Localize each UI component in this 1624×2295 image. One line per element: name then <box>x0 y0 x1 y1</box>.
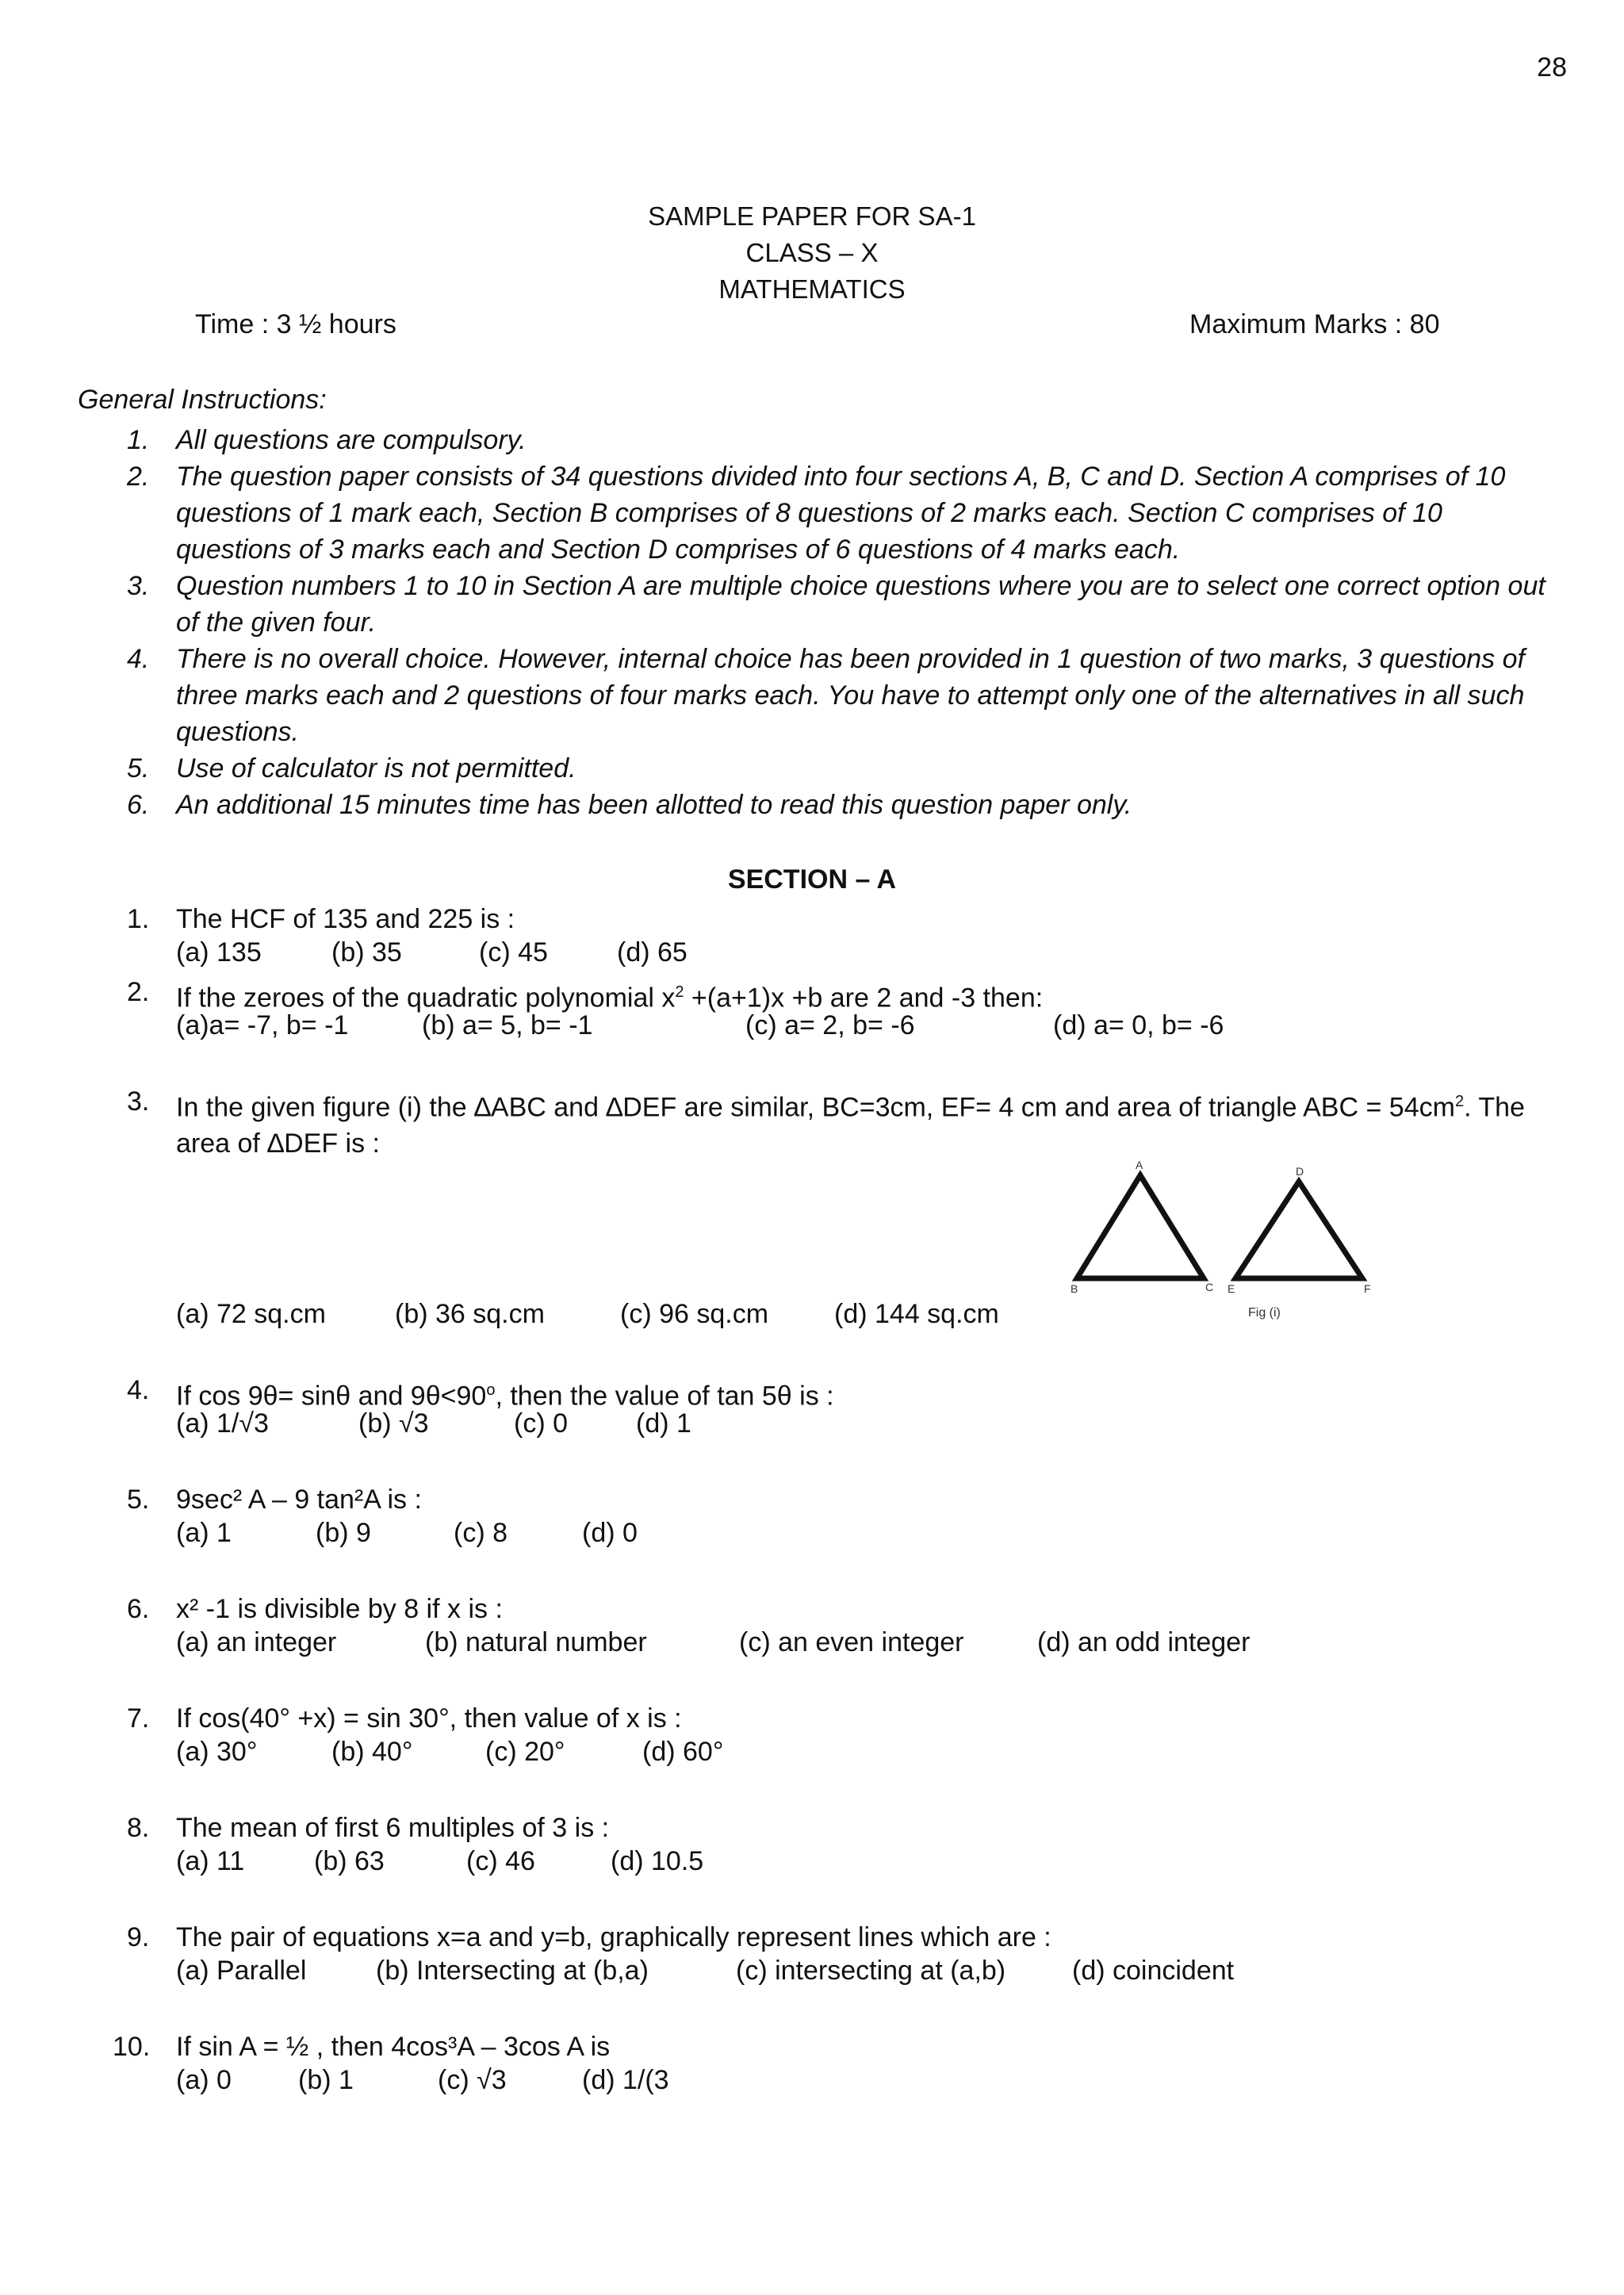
option: (c) an even integer <box>739 1627 964 1657</box>
option: (c) 20° <box>485 1737 565 1767</box>
option: (d) 1/(3 <box>582 2065 669 2095</box>
instruction-number: 6. <box>127 790 150 820</box>
question-number: 8. <box>127 1813 150 1843</box>
option: (a) 1 <box>176 1518 232 1548</box>
instruction-item <box>127 641 1554 750</box>
triangle-def <box>1235 1182 1362 1278</box>
instruction-number: 5. <box>127 753 150 784</box>
question-options <box>176 1627 1524 1664</box>
option: (c) a= 2, b= -6 <box>745 1010 915 1040</box>
question <box>127 1591 1554 1627</box>
option: (c) 0 <box>514 1408 568 1439</box>
option: (b) 36 sq.cm <box>395 1299 545 1329</box>
option: (a) 0 <box>176 2065 232 2095</box>
option: (b) 9 <box>316 1518 371 1548</box>
vertex-label: B <box>1071 1282 1078 1295</box>
question-number: 9. <box>127 1922 150 1952</box>
option: (c) 8 <box>454 1518 508 1548</box>
option: (d) a= 0, b= -6 <box>1053 1010 1224 1040</box>
question-text: In the given figure (i) the ∆ABC and ∆DEF are similar, BC=3cm, EF= 4 cm and area of triangle ABC = $54cm^2$. The area of ∆DEF is : <box>176 1092 1525 1159</box>
instruction-text: The question paper consists of 34 questions divided into four sections A, B, C and D. Section A comprises of 10 questions of 1 mark each, Section B comprises of 8 questions of 2 marks each. Section C comprises of 10 questions of 3 marks each and Section D comprises of 6 questions of 4 marks each. <box>176 462 1506 565</box>
option: (a) 72 sq.cm <box>176 1299 326 1329</box>
triangle-abc <box>1077 1175 1204 1278</box>
question-number: 6. <box>127 1594 150 1624</box>
instruction-item <box>127 568 1554 641</box>
instruction-text: Use of calculator is not permitted. <box>176 753 576 784</box>
question-number: 4. <box>127 1375 150 1405</box>
question-options <box>176 1010 1524 1047</box>
option: (d) 65 <box>617 937 688 967</box>
question-number: 3. <box>127 1086 150 1117</box>
question-options <box>176 1956 1524 1992</box>
instruction-item <box>127 422 1554 458</box>
option: (d) an odd integer <box>1037 1627 1251 1657</box>
instruction-text: All questions are compulsory. <box>176 425 527 455</box>
instruction-number: 4. <box>127 644 150 674</box>
option: (d) 60° <box>642 1737 724 1767</box>
option: (b) Intersecting at (b,a) <box>376 1956 649 1986</box>
question-text: The HCF of 135 and 225 is : <box>176 904 515 934</box>
vertex-label: C <box>1205 1281 1214 1293</box>
option: (a) 1/√3 <box>176 1408 269 1439</box>
question-options <box>176 1518 1524 1554</box>
question <box>127 1810 1554 1846</box>
option: (d) 10.5 <box>611 1846 704 1876</box>
option: (b) 35 <box>331 937 402 967</box>
maximum-marks: Maximum Marks : 80 <box>1189 309 1440 339</box>
paper-title: SAMPLE PAPER FOR SA-1 <box>648 201 976 231</box>
paper-class: CLASS – X <box>745 238 879 267</box>
option: (c) √3 <box>438 2065 507 2095</box>
option: (b) natural number <box>425 1627 647 1657</box>
option: (a) 30° <box>176 1737 258 1767</box>
option: (d) coincident <box>1072 1956 1235 1986</box>
question-text: If cos(40° +x) = sin 30°, then value of x is : <box>176 1703 682 1734</box>
vertex-label: E <box>1228 1282 1235 1295</box>
option: (a) 11 <box>176 1846 245 1876</box>
option: (c) 46 <box>466 1846 535 1876</box>
question-text: x² -1 is divisible by 8 if x is : <box>176 1594 503 1624</box>
instruction-item <box>127 750 1554 787</box>
question <box>127 1700 1554 1737</box>
question-options <box>176 1299 1524 1335</box>
option: (a) Parallel <box>176 1956 307 1986</box>
question-text: If the zeroes of the quadratic polynomial $x^2 +(a+1)x +b$ are 2 and -3 then: <box>176 983 1044 1013</box>
instruction-item <box>127 458 1554 568</box>
question <box>127 1083 1554 1162</box>
question-text: The pair of equations x=a and y=b, graphically represent lines which are : <box>176 1922 1051 1952</box>
question-options <box>176 937 1524 974</box>
option: (a) an integer <box>176 1627 337 1657</box>
option: (a)a= -7, b= -1 <box>176 1010 349 1040</box>
section-a-title: SECTION – A <box>727 864 897 895</box>
page-number: 28 <box>1537 52 1567 82</box>
question-options <box>176 1737 1524 1773</box>
question-options <box>176 1846 1524 1883</box>
question-text: If cos 9θ= sinθ and $9\theta<90^o$, then the value of tan 5θ is : <box>176 1381 834 1412</box>
option: (d) 0 <box>582 1518 638 1548</box>
question <box>127 901 1554 937</box>
question-options <box>176 2065 1524 2102</box>
option: (c) 96 sq.cm <box>620 1299 769 1329</box>
option: (d) 144 sq.cm <box>834 1299 999 1329</box>
question-number: 10. <box>113 2032 151 2062</box>
question <box>127 1481 1554 1518</box>
option: (d) 1 <box>636 1408 691 1439</box>
instruction-number: 1. <box>127 425 150 455</box>
option: (b) 40° <box>331 1737 413 1767</box>
option: (a) 135 <box>176 937 262 967</box>
option: (c) 45 <box>479 937 548 967</box>
instruction-number: 3. <box>127 571 150 601</box>
question-number: 5. <box>127 1485 150 1515</box>
time-allowed: Time : 3 ½ hours <box>195 309 396 339</box>
option: (b) a= 5, b= -1 <box>422 1010 593 1040</box>
vertex-label: A <box>1136 1159 1143 1171</box>
paper-subject: MATHEMATICS <box>718 274 906 304</box>
question-number: 2. <box>127 977 150 1007</box>
instruction-text: There is no overall choice. However, internal choice has been provided in 1 question of two marks, 3 questions of three marks each and 2 questions of four marks each. You have to attempt only one of the alternatives in all such questions. <box>176 644 1525 747</box>
question-number: 7. <box>127 1703 150 1734</box>
general-instructions-heading: General Instructions: <box>78 385 327 415</box>
instruction-number: 2. <box>127 462 150 492</box>
instruction-item <box>127 787 1554 823</box>
instruction-text: An additional 15 minutes time has been allotted to read this question paper only. <box>176 790 1132 820</box>
option: (b) 1 <box>298 2065 354 2095</box>
question-options <box>176 1408 1524 1445</box>
question-text: If sin A = ½ , then 4cos³A – 3cos A is <box>176 2032 611 2062</box>
option: (c) intersecting at (a,b) <box>736 1956 1006 1986</box>
option: (b) 63 <box>314 1846 385 1876</box>
vertex-label: F <box>1364 1282 1371 1295</box>
question <box>113 2029 1554 2065</box>
question-text: The mean of first 6 multiples of 3 is : <box>176 1813 610 1843</box>
question-number: 1. <box>127 904 150 934</box>
question-text: 9sec² A – 9 tan²A is : <box>176 1485 422 1515</box>
figure-caption: Fig (i) <box>1248 1306 1281 1320</box>
question <box>127 1919 1554 1956</box>
instruction-text: Question numbers 1 to 10 in Section A are multiple choice questions where you are to select one correct option out of the given four. <box>176 571 1545 638</box>
vertex-label: D <box>1296 1165 1304 1178</box>
option: (b) √3 <box>358 1408 429 1439</box>
